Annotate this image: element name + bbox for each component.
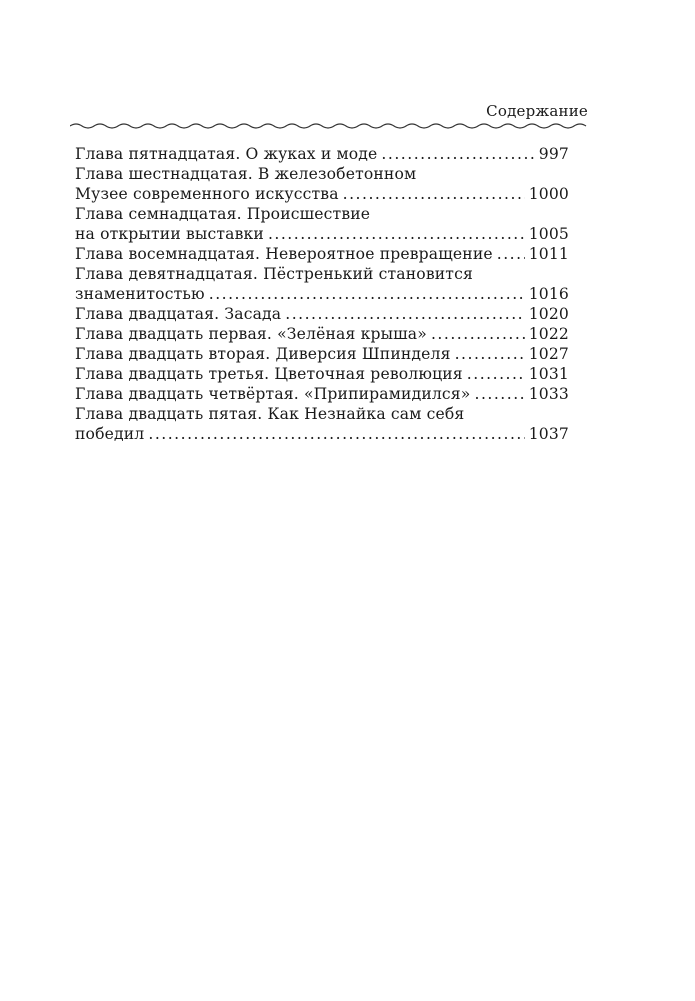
- toc-entry[interactable]: [75, 244, 569, 264]
- toc-entry[interactable]: [75, 164, 569, 204]
- toc-entry-title: Глава двадцать пятая. Как Незнайка сам себя: [75, 405, 465, 423]
- toc-entry-title-continued: Музее современного искусства: [75, 185, 339, 203]
- toc-page-number: 1022: [528, 325, 569, 343]
- toc-entry-title: Глава двадцать вторая. Диверсия Шпинделя: [75, 345, 451, 363]
- toc-dot-leader: [474, 384, 524, 404]
- toc-page-number: 1005: [528, 225, 569, 243]
- toc-entry-title: Глава двадцатая. Засада: [75, 305, 282, 323]
- toc-entry-title: Глава восемнадцатая. Невероятное превращение: [75, 245, 493, 263]
- toc-entry-title: Глава двадцать четвёртая. «Припирамидился»: [75, 385, 471, 403]
- toc-entry-title-continued: знаменитостью: [75, 285, 205, 303]
- decorative-wavy-rule: [70, 120, 590, 132]
- toc-entry[interactable]: [75, 264, 569, 304]
- toc-page-number: 1037: [528, 425, 569, 443]
- toc-entry-title-continued: победил: [75, 425, 145, 443]
- toc-entry[interactable]: [75, 364, 569, 384]
- toc-dot-leader: [455, 344, 525, 364]
- toc-entry[interactable]: [75, 344, 569, 364]
- toc-entry-title: Глава пятнадцатая. О жуках и моде: [75, 145, 378, 163]
- toc-page-number: 1027: [528, 345, 569, 363]
- toc-dot-leader: [381, 144, 534, 164]
- toc-entry[interactable]: [75, 324, 569, 344]
- toc-dot-leader: [209, 284, 525, 304]
- toc-entry-title: Глава шестнадцатая. В железобетонном: [75, 165, 417, 183]
- toc-page-number: 1016: [528, 285, 569, 303]
- toc-entry-title: Глава двадцать третья. Цветочная революция: [75, 365, 463, 383]
- toc-dot-leader: [467, 364, 525, 384]
- toc-entry[interactable]: [75, 144, 569, 164]
- toc-entry[interactable]: [75, 304, 569, 324]
- toc-entry-title: Глава девятнадцатая. Пёстренький становится: [75, 265, 473, 283]
- toc-entry[interactable]: [75, 404, 569, 444]
- toc-entry[interactable]: [75, 204, 569, 244]
- toc-page-number: 1000: [528, 185, 569, 203]
- toc-entry-title: Глава двадцать первая. «Зелёная крыша»: [75, 325, 427, 343]
- toc-page-number: 1031: [528, 365, 569, 383]
- toc-page-number: 997: [538, 145, 569, 163]
- toc-dot-leader: [268, 224, 525, 244]
- running-header: Содержание: [486, 102, 588, 120]
- toc-page-number: 1020: [528, 305, 569, 323]
- toc-entry[interactable]: [75, 384, 569, 404]
- toc-dot-leader: [343, 184, 525, 204]
- toc-page-number: 1011: [528, 245, 569, 263]
- toc-dot-leader: [285, 304, 524, 324]
- toc-dot-leader: [497, 244, 525, 264]
- table-of-contents: [75, 144, 569, 444]
- toc-dot-leader: [431, 324, 525, 344]
- toc-dot-leader: [148, 424, 524, 444]
- toc-page-number: 1033: [528, 385, 569, 403]
- toc-entry-title-continued: на открытии выставки: [75, 225, 264, 243]
- toc-entry-title: Глава семнадцатая. Происшествие: [75, 205, 371, 223]
